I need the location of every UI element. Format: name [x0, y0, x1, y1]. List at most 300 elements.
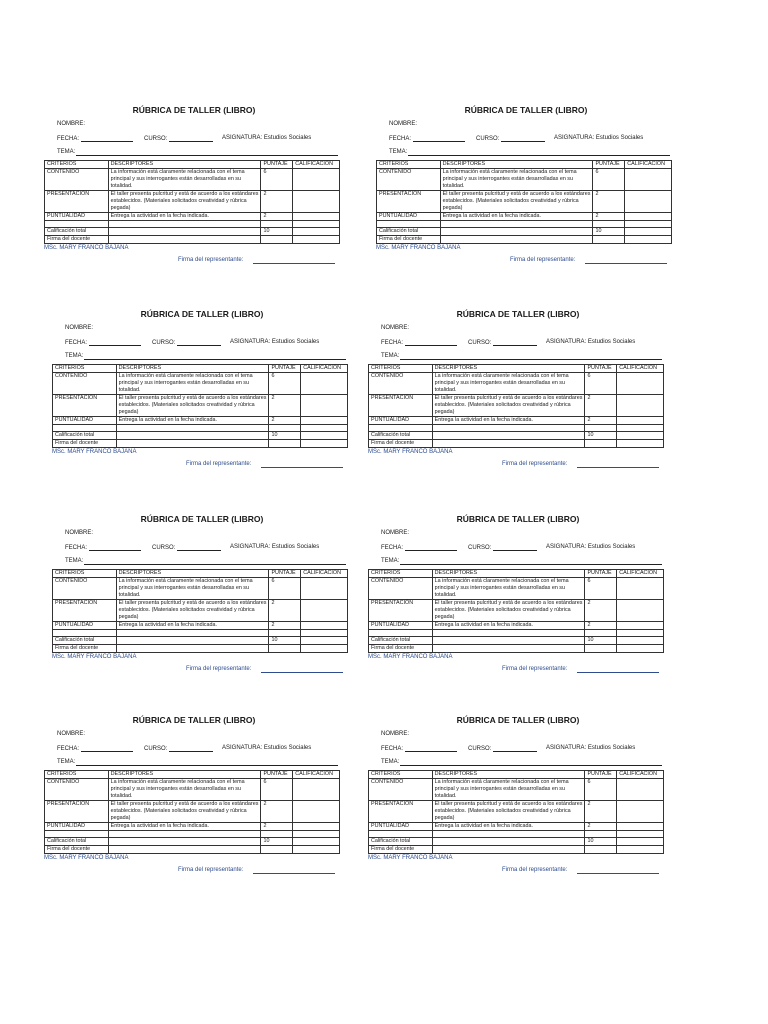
table-row: [369, 373, 664, 395]
tema-row: [44, 756, 344, 770]
calificacion-cell[interactable]: [293, 191, 340, 213]
table-row: [45, 801, 340, 823]
criterio-cell: PUNTUALIDAD: [369, 622, 433, 630]
table-row-empty: [369, 425, 664, 432]
firma-docente-label: Firma del docente: [45, 236, 109, 244]
criterio-cell: CONTENIDO: [377, 169, 441, 191]
descriptor-cell: Entrega la actividad en la fecha indicada.: [116, 622, 269, 630]
firma-docente-row: [45, 236, 340, 244]
nombre-row: [52, 322, 352, 336]
asignatura-label: ASIGNATURA:: [230, 339, 271, 345]
puntaje-cell: 2: [269, 395, 301, 417]
rubric-card-1: [44, 104, 344, 266]
header-descriptores: DESCRIPTORES: [440, 161, 593, 169]
criterio-cell: CONTENIDO: [45, 779, 109, 801]
calificacion-cell[interactable]: [617, 417, 664, 425]
calificacion-cell[interactable]: [301, 578, 348, 600]
criterio-cell: CONTENIDO: [369, 373, 433, 395]
firma-docente-cell[interactable]: [116, 440, 269, 448]
table-row: [369, 395, 664, 417]
calificacion-cell[interactable]: [301, 373, 348, 395]
table-row: [45, 779, 340, 801]
table-row: [45, 191, 340, 213]
firma-representante-row: [368, 864, 668, 876]
firma-representante-field[interactable]: [261, 672, 343, 673]
table-row: [377, 213, 672, 221]
firma-docente-cell[interactable]: [108, 236, 261, 244]
total-calificacion-cell[interactable]: [617, 838, 664, 846]
criterio-cell: PUNTUALIDAD: [45, 823, 109, 831]
total-row: [53, 637, 348, 645]
fecha-field[interactable]: [81, 135, 133, 142]
fecha-row: [368, 541, 668, 555]
rubric-title: RÚBRICA DE TALLER (LIBRO): [464, 105, 588, 115]
header-descriptores: DESCRIPTORES: [108, 161, 261, 169]
calificacion-cell[interactable]: [293, 779, 340, 801]
header-puntaje: PUNTAJE: [585, 771, 617, 779]
header-puntaje: PUNTAJE: [585, 365, 617, 373]
rubric-card-3: [52, 308, 352, 470]
firma-docente-cell[interactable]: [116, 645, 269, 653]
firma-docente-row: [369, 846, 664, 854]
total-value: 10: [585, 838, 617, 846]
firma-docente-cell[interactable]: [108, 846, 261, 854]
firma-representante-label: Firma del representante:: [178, 867, 244, 873]
tema-row: [368, 350, 668, 364]
total-row: [53, 432, 348, 440]
fecha-label: FECHA:: [381, 746, 404, 752]
calificacion-cell[interactable]: [301, 395, 348, 417]
firma-docente-row: [53, 440, 348, 448]
table-row: [45, 213, 340, 221]
table-header-row: [45, 771, 340, 779]
nombre-row: [376, 118, 676, 132]
fecha-label: FECHA:: [65, 545, 88, 551]
total-calificacion-cell[interactable]: [301, 432, 348, 440]
tema-label: TEMA:: [389, 149, 408, 155]
fecha-label: FECHA:: [57, 746, 80, 752]
tema-field[interactable]: [84, 359, 346, 360]
rubric-table: [368, 364, 664, 448]
firma-representante-row: [376, 254, 676, 266]
criterio-cell: PRESENTACIÓN: [377, 191, 441, 213]
total-label: Calificación total: [369, 432, 433, 440]
descriptor-cell: La información está claramente relacionada con el tema principal y sus interrogantes están desarrolladas en su totalidad.: [108, 169, 261, 191]
asignatura-value: Estudios Sociales: [271, 544, 320, 550]
total-row: [45, 838, 340, 846]
header-descriptores: DESCRIPTORES: [432, 365, 585, 373]
header-criterios: CRITERIOS: [369, 570, 433, 578]
fecha-field[interactable]: [413, 135, 465, 142]
calificacion-cell[interactable]: [617, 622, 664, 630]
rubric-card-7: [44, 714, 344, 876]
tema-field[interactable]: [76, 765, 338, 766]
total-label: Calificación total: [53, 637, 117, 645]
firma-representante-label: Firma del representante:: [502, 461, 568, 467]
table-row: [53, 373, 348, 395]
nombre-label: NOMBRE:: [57, 121, 86, 127]
firma-docente-label: Firma del docente: [369, 645, 433, 653]
table-header-row: [377, 161, 672, 169]
table-row: [45, 169, 340, 191]
docente-name: MSc. MARY FRANCO BAJAÑA: [376, 245, 461, 251]
firma-representante-label: Firma del representante:: [502, 867, 568, 873]
fecha-row: [368, 336, 668, 350]
firma-docente-label: Firma del docente: [45, 846, 109, 854]
nombre-row: [44, 728, 344, 742]
firma-representante-row: [368, 458, 668, 470]
tema-label: TEMA:: [381, 353, 400, 359]
firma-representante-field[interactable]: [577, 873, 659, 874]
header-calificacion: CALIFICACIÓN: [617, 365, 664, 373]
rubric-card-4: [368, 308, 668, 470]
table-row: [369, 823, 664, 831]
puntaje-cell: 6: [585, 373, 617, 395]
header-descriptores: DESCRIPTORES: [116, 365, 269, 373]
rubric-title: RÚBRICA DE TALLER (LIBRO): [456, 715, 580, 725]
fecha-field[interactable]: [405, 339, 457, 346]
table-row-empty: [53, 425, 348, 432]
tema-field[interactable]: [400, 564, 662, 565]
criterio-cell: PUNTUALIDAD: [53, 417, 117, 425]
table-row: [369, 600, 664, 622]
descriptor-cell: Entrega la actividad en la fecha indicada.: [432, 622, 585, 630]
rubric-table: [52, 569, 348, 653]
nombre-label: NOMBRE:: [65, 530, 94, 536]
table-row-empty: [369, 831, 664, 838]
firma-docente-row: [53, 645, 348, 653]
puntaje-cell: 2: [593, 191, 625, 213]
curso-label: CURSO:: [144, 136, 168, 142]
nombre-label: NOMBRE:: [381, 731, 410, 737]
criterio-cell: PRESENTACIÓN: [369, 801, 433, 823]
firma-representante-field[interactable]: [261, 467, 343, 468]
table-row-empty: [377, 221, 672, 228]
table-header-row: [53, 570, 348, 578]
rubric-card-2: [376, 104, 676, 266]
fecha-field[interactable]: [89, 339, 141, 346]
firma-docente-cell[interactable]: [432, 645, 585, 653]
header-criterios: CRITERIOS: [377, 161, 441, 169]
fecha-field[interactable]: [89, 544, 141, 551]
total-calificacion-cell[interactable]: [293, 228, 340, 236]
calificacion-cell[interactable]: [301, 600, 348, 622]
total-value: 10: [585, 637, 617, 645]
descriptor-cell: El taller presenta pulcritud y está de acuerdo a los estándares establecidos. (Materiales solicitados creatividad y rúbrica pegada): [116, 600, 269, 622]
firma-representante-field[interactable]: [253, 263, 335, 264]
fecha-label: FECHA:: [57, 136, 80, 142]
descriptor-cell: El taller presenta pulcritud y está de acuerdo a los estándares establecidos. (Materiales solicitados creatividad y rúbrica pegada): [440, 191, 593, 213]
asignatura-label: ASIGNATURA:: [222, 135, 263, 141]
descriptor-cell: Entrega la actividad en la fecha indicada.: [116, 417, 269, 425]
criterio-cell: PRESENTACIÓN: [45, 191, 109, 213]
asignatura-label: ASIGNATURA:: [554, 135, 595, 141]
puntaje-cell: 2: [261, 191, 293, 213]
calificacion-cell[interactable]: [617, 395, 664, 417]
firma-representante-field[interactable]: [585, 263, 667, 264]
total-row: [377, 228, 672, 236]
fecha-label: FECHA:: [381, 340, 404, 346]
puntaje-cell: 6: [269, 578, 301, 600]
firma-representante-label: Firma del representante:: [178, 257, 244, 263]
table-header-row: [369, 365, 664, 373]
docente-name: MSc. MARY FRANCO BAJAÑA: [368, 855, 453, 861]
puntaje-cell: 6: [261, 169, 293, 191]
table-header-row: [369, 771, 664, 779]
asignatura-label: ASIGNATURA:: [546, 339, 587, 345]
firma-representante-row: [368, 663, 668, 675]
firma-docente-label: Firma del docente: [369, 846, 433, 854]
total-row: [45, 228, 340, 236]
firma-representante-label: Firma del representante:: [502, 666, 568, 672]
curso-label: CURSO:: [152, 545, 176, 551]
header-calificacion: CALIFICACIÓN: [293, 161, 340, 169]
criterio-cell: CONTENIDO: [45, 169, 109, 191]
descriptor-cell: El taller presenta pulcritud y está de acuerdo a los estándares establecidos. (Materiales solicitados creatividad y rúbrica pegada): [432, 395, 585, 417]
fecha-label: FECHA:: [65, 340, 88, 346]
puntaje-cell: 6: [585, 779, 617, 801]
asignatura-value: Estudios Sociales: [263, 135, 312, 141]
calificacion-cell[interactable]: [293, 823, 340, 831]
table-header-row: [45, 161, 340, 169]
header-descriptores: DESCRIPTORES: [432, 771, 585, 779]
total-calificacion-cell[interactable]: [617, 637, 664, 645]
nombre-label: NOMBRE:: [389, 121, 418, 127]
firma-representante-field[interactable]: [577, 672, 659, 673]
descriptor-cell: El taller presenta pulcritud y está de acuerdo a los estándares establecidos. (Materiales solicitados creatividad y rúbrica pegada): [432, 600, 585, 622]
firma-docente-cell[interactable]: [432, 440, 585, 448]
tema-label: TEMA:: [65, 353, 84, 359]
rubric-card-6: [368, 513, 668, 675]
puntaje-cell: 2: [269, 600, 301, 622]
header-criterios: CRITERIOS: [369, 365, 433, 373]
table-row: [369, 801, 664, 823]
docente-name: MSc. MARY FRANCO BAJAÑA: [368, 449, 453, 455]
descriptor-cell: El taller presenta pulcritud y está de acuerdo a los estándares establecidos. (Materiales solicitados creatividad y rúbrica pegada): [108, 191, 261, 213]
firma-representante-label: Firma del representante:: [186, 461, 252, 467]
tema-row: [368, 555, 668, 569]
curso-label: CURSO:: [468, 340, 492, 346]
curso-label: CURSO:: [152, 340, 176, 346]
table-row: [369, 779, 664, 801]
puntaje-cell: 2: [269, 417, 301, 425]
puntaje-cell: 2: [585, 600, 617, 622]
fecha-field[interactable]: [405, 544, 457, 551]
criterio-cell: PUNTUALIDAD: [53, 622, 117, 630]
asignatura-value: Estudios Sociales: [595, 135, 644, 141]
docente-name: MSc. MARY FRANCO BAJAÑA: [44, 245, 129, 251]
criterio-cell: PRESENTACIÓN: [45, 801, 109, 823]
puntaje-cell: 2: [585, 395, 617, 417]
calificacion-cell[interactable]: [293, 169, 340, 191]
asignatura-label: ASIGNATURA:: [222, 745, 263, 751]
tema-field[interactable]: [408, 155, 670, 156]
firma-representante-row: [52, 458, 352, 470]
calificacion-cell[interactable]: [617, 373, 664, 395]
total-row: [369, 432, 664, 440]
calificacion-cell[interactable]: [617, 801, 664, 823]
calificacion-cell[interactable]: [617, 578, 664, 600]
criterio-cell: PRESENTACIÓN: [369, 600, 433, 622]
rubric-title: RÚBRICA DE TALLER (LIBRO): [140, 309, 264, 319]
asignatura-label: ASIGNATURA:: [546, 745, 587, 751]
total-label: Calificación total: [369, 637, 433, 645]
nombre-row: [52, 527, 352, 541]
table-row: [53, 417, 348, 425]
tema-field[interactable]: [400, 359, 662, 360]
criterio-cell: PRESENTACIÓN: [53, 395, 117, 417]
fecha-row: [44, 132, 344, 146]
calificacion-cell[interactable]: [625, 191, 672, 213]
firma-docente-cell[interactable]: [432, 846, 585, 854]
header-calificacion: CALIFICACIÓN: [617, 771, 664, 779]
header-criterios: CRITERIOS: [369, 771, 433, 779]
firma-representante-row: [44, 864, 344, 876]
total-calificacion-cell[interactable]: [625, 228, 672, 236]
puntaje-cell: 2: [261, 823, 293, 831]
asignatura-value: Estudios Sociales: [263, 745, 312, 751]
fecha-field[interactable]: [81, 745, 133, 752]
curso-field[interactable]: [501, 135, 545, 142]
nombre-row: [368, 322, 668, 336]
table-row-empty: [45, 831, 340, 838]
curso-field[interactable]: [177, 339, 221, 346]
fecha-row: [52, 336, 352, 350]
firma-representante-field[interactable]: [577, 467, 659, 468]
rubric-table: [376, 160, 672, 244]
tema-field[interactable]: [76, 155, 338, 156]
curso-field[interactable]: [177, 544, 221, 551]
curso-label: CURSO:: [468, 746, 492, 752]
calificacion-cell[interactable]: [293, 213, 340, 221]
puntaje-cell: 6: [593, 169, 625, 191]
descriptor-cell: Entrega la actividad en la fecha indicada.: [108, 823, 261, 831]
asignatura-value: Estudios Sociales: [271, 339, 320, 345]
tema-label: TEMA:: [57, 759, 76, 765]
puntaje-cell: 2: [585, 622, 617, 630]
asignatura-label: ASIGNATURA:: [230, 544, 271, 550]
firma-docente-label: Firma del docente: [53, 645, 117, 653]
puntaje-cell: 2: [585, 801, 617, 823]
total-calificacion-cell[interactable]: [293, 838, 340, 846]
tema-row: [44, 146, 344, 160]
curso-label: CURSO:: [476, 136, 500, 142]
rubric-table: [44, 770, 340, 854]
table-row: [53, 600, 348, 622]
header-puntaje: PUNTAJE: [585, 570, 617, 578]
nombre-label: NOMBRE:: [381, 325, 410, 331]
curso-field[interactable]: [493, 544, 537, 551]
firma-docente-label: Firma del docente: [369, 440, 433, 448]
firma-representante-field[interactable]: [253, 873, 335, 874]
criterio-cell: CONTENIDO: [369, 779, 433, 801]
table-row: [377, 191, 672, 213]
puntaje-cell: 2: [261, 213, 293, 221]
docente-name: MSc. MARY FRANCO BAJAÑA: [44, 855, 129, 861]
tema-field[interactable]: [400, 765, 662, 766]
curso-field[interactable]: [493, 339, 537, 346]
calificacion-cell[interactable]: [617, 779, 664, 801]
rubric-table: [52, 364, 348, 448]
criterio-cell: PRESENTACIÓN: [53, 600, 117, 622]
fecha-field[interactable]: [405, 745, 457, 752]
calificacion-cell[interactable]: [293, 801, 340, 823]
calificacion-cell[interactable]: [617, 600, 664, 622]
table-header-row: [369, 570, 664, 578]
total-calificacion-cell[interactable]: [301, 637, 348, 645]
docente-name: MSc. MARY FRANCO BAJAÑA: [368, 654, 453, 660]
table-row: [369, 622, 664, 630]
table-header-row: [53, 365, 348, 373]
curso-field[interactable]: [169, 135, 213, 142]
total-value: 10: [261, 228, 293, 236]
calificacion-cell[interactable]: [625, 213, 672, 221]
header-puntaje: PUNTAJE: [593, 161, 625, 169]
descriptor-cell: La información está claramente relacionada con el tema principal y sus interrogantes están desarrolladas en su totalidad.: [108, 779, 261, 801]
total-value: 10: [261, 838, 293, 846]
nombre-label: NOMBRE:: [65, 325, 94, 331]
descriptor-cell: Entrega la actividad en la fecha indicada.: [432, 823, 585, 831]
table-row: [377, 169, 672, 191]
header-puntaje: PUNTAJE: [261, 771, 293, 779]
table-row: [369, 417, 664, 425]
firma-docente-row: [377, 236, 672, 244]
puntaje-cell: 2: [269, 622, 301, 630]
asignatura-label: ASIGNATURA:: [546, 544, 587, 550]
firma-docente-cell[interactable]: [440, 236, 593, 244]
calificacion-cell[interactable]: [301, 417, 348, 425]
tema-row: [368, 756, 668, 770]
total-value: 10: [593, 228, 625, 236]
asignatura-value: Estudios Sociales: [587, 745, 636, 751]
tema-row: [52, 350, 352, 364]
header-criterios: CRITERIOS: [53, 365, 117, 373]
fecha-label: FECHA:: [389, 136, 412, 142]
rubric-title: RÚBRICA DE TALLER (LIBRO): [140, 514, 264, 524]
descriptor-cell: La información está claramente relacionada con el tema principal y sus interrogantes están desarrolladas en su totalidad.: [116, 373, 269, 395]
tema-label: TEMA:: [381, 558, 400, 564]
tema-row: [52, 555, 352, 569]
calificacion-cell[interactable]: [301, 622, 348, 630]
tema-field[interactable]: [84, 564, 346, 565]
header-calificacion: CALIFICACIÓN: [301, 365, 348, 373]
header-puntaje: PUNTAJE: [269, 570, 301, 578]
calificacion-cell[interactable]: [617, 823, 664, 831]
fecha-row: [376, 132, 676, 146]
criterio-cell: CONTENIDO: [53, 578, 117, 600]
curso-field[interactable]: [169, 745, 213, 752]
total-value: 10: [269, 637, 301, 645]
total-label: Calificación total: [45, 228, 109, 236]
header-calificacion: CALIFICACIÓN: [625, 161, 672, 169]
total-calificacion-cell[interactable]: [617, 432, 664, 440]
firma-representante-row: [44, 254, 344, 266]
curso-field[interactable]: [493, 745, 537, 752]
descriptor-cell: La información está claramente relacionada con el tema principal y sus interrogantes están desarrolladas en su totalidad.: [432, 373, 585, 395]
calificacion-cell[interactable]: [625, 169, 672, 191]
fecha-row: [44, 742, 344, 756]
nombre-row: [44, 118, 344, 132]
tema-label: TEMA:: [65, 558, 84, 564]
puntaje-cell: 2: [585, 823, 617, 831]
puntaje-cell: 2: [585, 417, 617, 425]
docente-name: MSc. MARY FRANCO BAJAÑA: [52, 654, 137, 660]
fecha-row: [368, 742, 668, 756]
total-label: Calificación total: [369, 838, 433, 846]
puntaje-cell: 2: [593, 213, 625, 221]
rubric-table: [368, 569, 664, 653]
rubric-table: [368, 770, 664, 854]
